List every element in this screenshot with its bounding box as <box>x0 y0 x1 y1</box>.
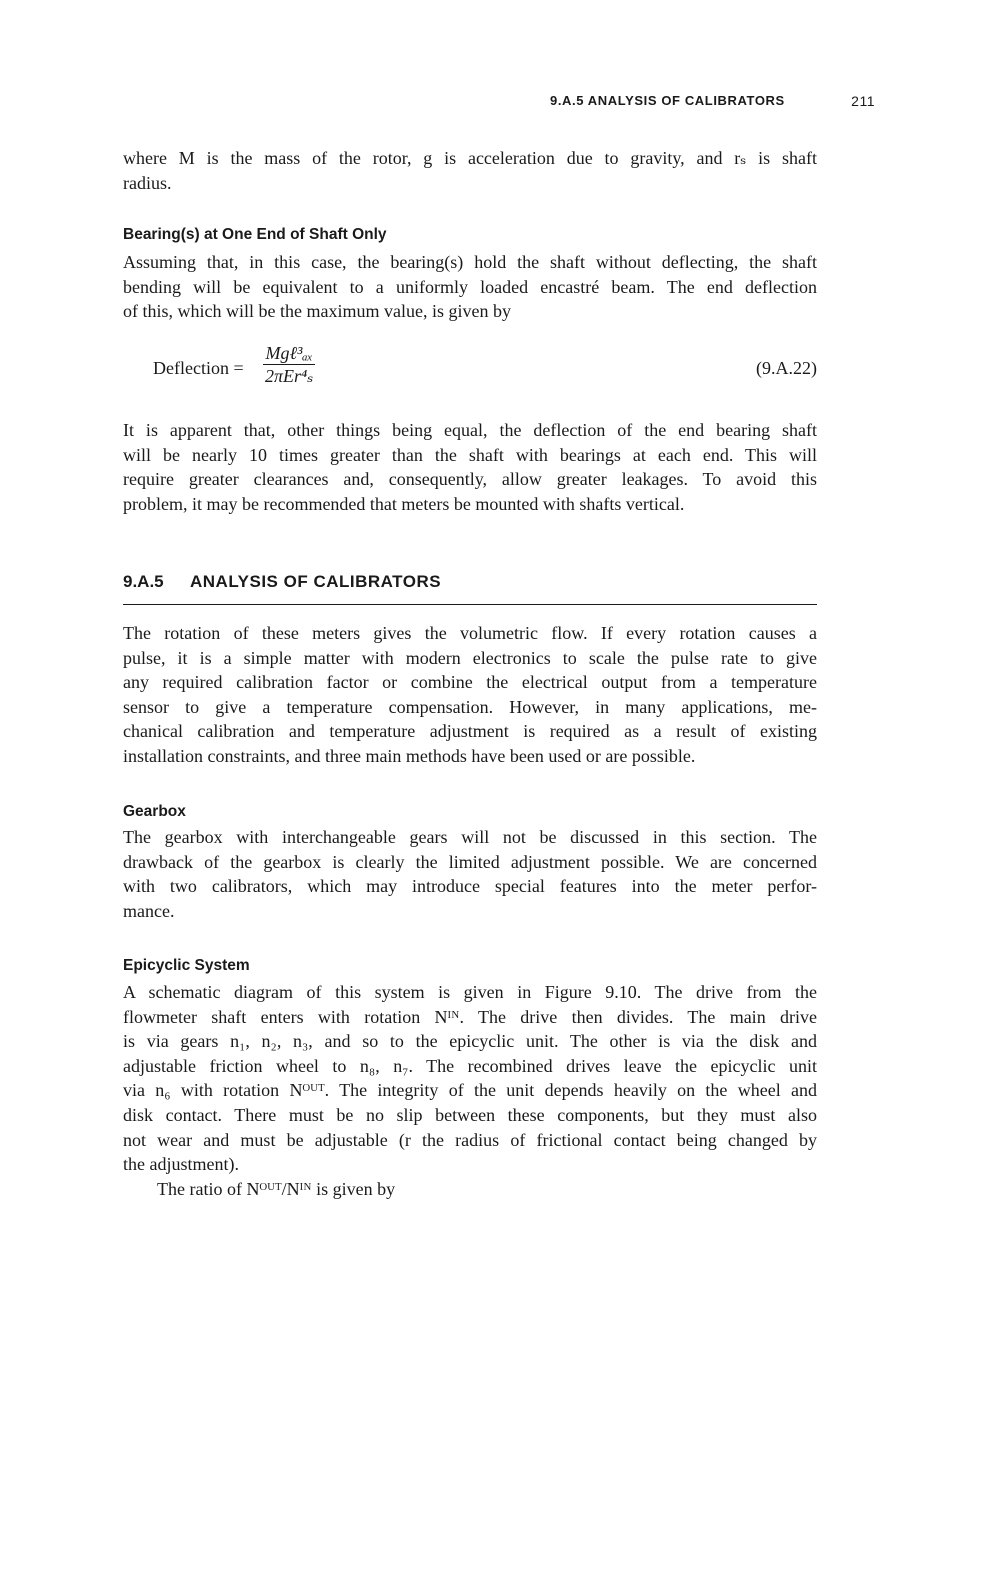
section-number: 9.A.5 <box>123 572 164 591</box>
equation-number: (9.A.22) <box>756 358 817 378</box>
text-line: Assuming that, in this case, the bearing(s) hold the shaft without deflecting, the shaft <box>123 252 817 272</box>
text-line: A schematic diagram of this system is given in Figure 9.10. The drive from the <box>123 982 817 1002</box>
text-line: The rotation of these meters gives the volumetric flow. If every rotation causes a <box>123 623 817 643</box>
text-line: of this, which will be the maximum value, is given by <box>123 301 511 322</box>
text-line: radius. <box>123 172 172 193</box>
gearbox-paragraph <box>123 825 817 923</box>
fraction-denominator: 2πEr⁴ₛ <box>265 366 314 386</box>
calibrators-paragraph <box>123 621 817 769</box>
text-line: via n₆ with rotation Nᴼᵁᵀ. The integrity of the unit depends heavily on the wheel and <box>123 1080 817 1101</box>
text-line: drawback of the gearbox is clearly the limited adjustment possible. We are concerned <box>123 851 817 872</box>
text-line: It is apparent that, other things being equal, the deflection of the end bearing shaft <box>123 420 817 440</box>
text-line: mance. <box>123 900 175 921</box>
text-line: The gearbox with interchangeable gears will not be discussed in this section. The <box>123 827 817 847</box>
text-line: where M is the mass of the rotor, g is acceleration due to gravity, and rₛ is shaft <box>123 148 817 168</box>
text-line: The ratio of Nᴼᵁᵀ/Nᴵᴺ is given by <box>157 1178 396 1199</box>
text-line: is via gears n₁, n₂, n₃, and so to the epicyclic unit. The other is via the disk and <box>123 1031 817 1052</box>
text-line: not wear and must be adjustable (r the radius of frictional contact being changed by <box>123 1129 817 1150</box>
bearing-paragraph <box>123 250 817 324</box>
running-head <box>540 93 875 115</box>
epicyclic-paragraph <box>123 980 817 1201</box>
text-line: adjustable friction wheel to n₈, n₇. The recombined drives leave the epicyclic unit <box>123 1055 817 1076</box>
text-line: flowmeter shaft enters with rotation Nᴵᴺ. The drive then divides. The main drive <box>123 1006 817 1027</box>
equation-lhs: Deflection = <box>153 358 244 378</box>
text-line: sensor to give a temperature compensation. However, in many applications, me- <box>123 696 817 717</box>
text-line: disk contact. There must be no slip between these components, but they must also <box>123 1104 817 1125</box>
text-line: problem, it may be recommended that meters be mounted with shafts vertical. <box>123 493 685 514</box>
page-number: 211 <box>851 93 875 109</box>
deflection-paragraph <box>123 418 817 516</box>
running-head-title: 9.A.5 ANALYSIS OF CALIBRATORS <box>550 93 785 108</box>
section-title: ANALYSIS OF CALIBRATORS <box>190 572 442 591</box>
text-line: chanical calibration and temperature adjustment is required as a result of existing <box>123 721 817 742</box>
section-heading <box>123 570 817 605</box>
text-line: any required calibration factor or combine the electrical output from a temperature <box>123 672 817 693</box>
text-line: pulse, it is a simple matter with modern electronics to scale the pulse rate to give <box>123 647 817 668</box>
text-line: with two calibrators, which may introduce special features into the meter perfor- <box>123 876 817 897</box>
text-line: require greater clearances and, consequently, allow greater leakages. To avoid this <box>123 469 817 490</box>
deflection-fraction <box>263 342 315 387</box>
fraction-numerator: Mgℓ³ₐₓ <box>263 342 315 365</box>
text-line: will be nearly 10 times greater than the shaft with bearings at each end. This will <box>123 444 817 465</box>
text-line: installation constraints, and three main methods have been used or are possible. <box>123 745 696 766</box>
epicyclic-heading: Epicyclic System <box>123 957 250 974</box>
text-line: the adjustment). <box>123 1154 239 1175</box>
text-line: bending will be equivalent to a uniformly loaded encastré beam. The end deflection <box>123 276 817 297</box>
intro-paragraph <box>123 146 817 195</box>
bearing-heading: Bearing(s) at One End of Shaft Only <box>123 226 387 243</box>
gearbox-heading: Gearbox <box>123 803 186 820</box>
equation-9-a-22 <box>123 340 817 404</box>
